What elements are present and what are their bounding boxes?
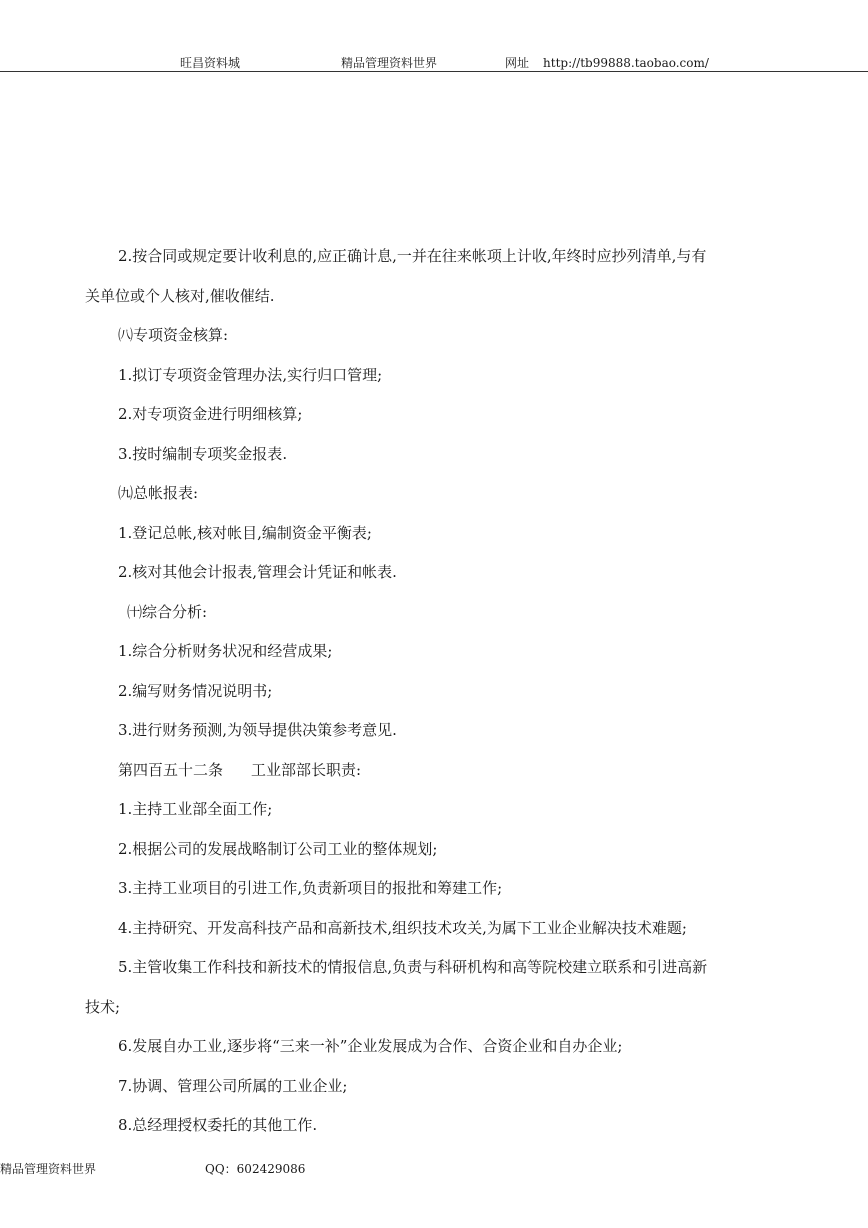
header-url-label: 网址 xyxy=(505,56,530,70)
paragraph-line: 2.按合同或规定要计收利息的,应正确计息,一并在往来帐项上计收,年终时应抄列清单,与有 xyxy=(118,247,707,265)
document-body xyxy=(85,240,745,1149)
article-title: 工业部部长职责: xyxy=(251,760,362,779)
paragraph: 2.编写财务情况说明书; xyxy=(118,681,273,700)
paragraph-line: 技术; xyxy=(85,997,121,1016)
paragraph: 1.登记总帐,核对帐目,编制资金平衡表; xyxy=(118,523,372,542)
paragraph: 7.协调、管理公司所属的工业企业; xyxy=(118,1076,348,1095)
section-heading: ㈧专项资金核算: xyxy=(118,326,229,344)
paragraph: 3.进行财务预测,为领导提供决策参考意见. xyxy=(118,721,397,739)
paragraph: 8.总经理授权委托的其他工作. xyxy=(118,1116,318,1134)
paragraph: 1.主持工业部全面工作; xyxy=(118,800,273,818)
header-site-name: 旺昌资料城 xyxy=(180,56,241,70)
paragraph: 3.主持工业项目的引进工作,负责新项目的报批和筹建工作; xyxy=(118,879,503,897)
paragraph: 2.对专项资金进行明细核算; xyxy=(118,405,303,423)
paragraph: 2.根据公司的发展战略制订公司工业的整体规划; xyxy=(118,839,438,858)
article-heading xyxy=(85,754,745,786)
paragraph: 2.核对其他会计报表,管理会计凭证和帐表. xyxy=(118,563,397,581)
paragraph-line: 关单位或个人核对,催收催结. xyxy=(85,286,275,305)
paragraph: 6.发展自办工业,逐步将“三来一补”企业发展成为合作、合资企业和自办企业; xyxy=(118,1037,623,1055)
header-slogan: 精品管理资料世界 xyxy=(341,56,438,70)
paragraph: 1.综合分析财务状况和经营成果; xyxy=(118,642,333,660)
page-header xyxy=(0,0,868,72)
paragraph xyxy=(85,240,745,312)
paragraph: 1.拟订专项资金管理办法,实行归口管理; xyxy=(118,365,383,384)
paragraph: 3.按时编制专项奖金报表. xyxy=(118,444,288,463)
paragraph xyxy=(85,951,745,1023)
footer-site-name: 精品管理资料世界 xyxy=(0,1162,97,1176)
article-number: 第四百五十二条 xyxy=(118,760,224,779)
header-url-link[interactable]: http://tb99888.taobao.com/ xyxy=(543,56,709,70)
footer-qq: QQ：602429086 xyxy=(205,1162,306,1176)
paragraph: 4.主持研究、开发高科技产品和高新技术,组织技术攻关,为属下工业企业解决技术难题; xyxy=(118,918,687,937)
section-heading: ㈩综合分析: xyxy=(127,602,208,621)
header-url xyxy=(505,54,709,71)
section-heading: ㈨总帐报表: xyxy=(118,484,199,502)
paragraph-line: 5.主管收集工作科技和新技术的情报信息,负责与科研机构和高等院校建立联系和引进高新 xyxy=(118,958,708,976)
